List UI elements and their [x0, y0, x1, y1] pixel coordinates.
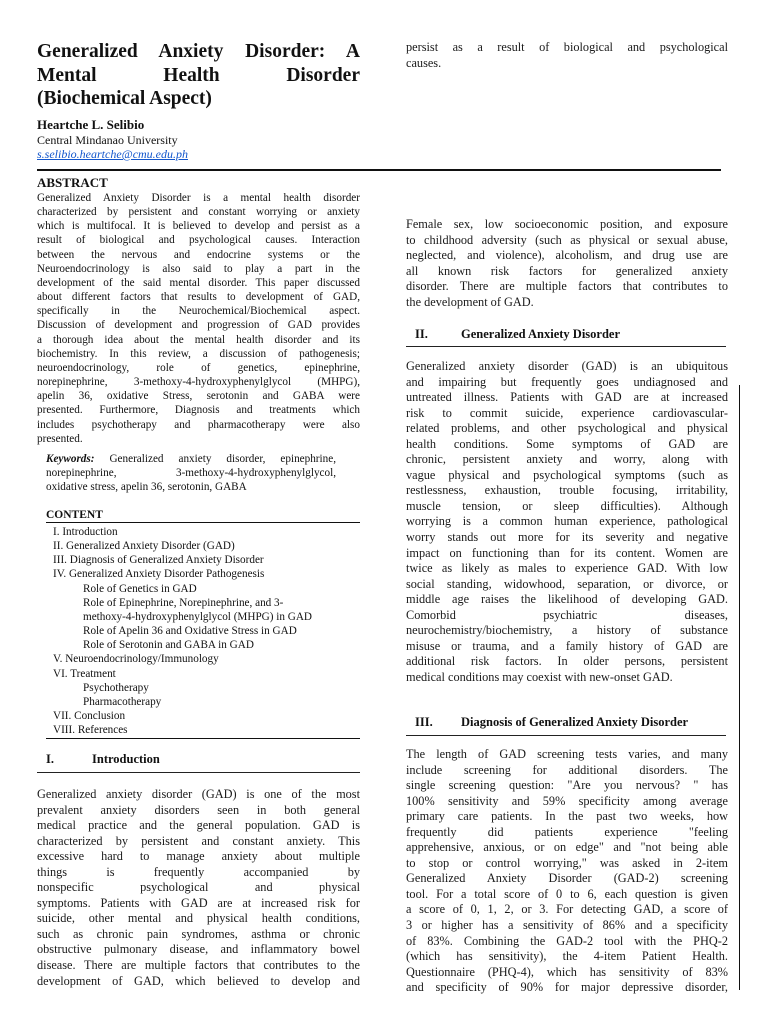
diagnosis-body [406, 747, 728, 996]
abstract-line: Discussion of development and progression of GAD provides [37, 319, 360, 332]
content-heading: CONTENT [46, 509, 103, 521]
body-line: untreated illness. Patients with GAD are at increased [406, 390, 728, 405]
body-line: characterized by persistent and constant anxiety. This [37, 833, 360, 848]
toc-item: VI. Treatment [53, 667, 116, 680]
margin-bar [739, 385, 740, 990]
body-line: all known risk factors for generalized anxiety [406, 263, 728, 278]
body-line: Generalized Anxiety Disorder (GAD-2) screening [406, 871, 728, 886]
keywords-line: norepinephrine, 3-methoxy-4-hydroxyphenylglycol, [46, 467, 336, 480]
introduction-body [37, 787, 360, 989]
abstract-body [37, 191, 360, 446]
abstract-line: apelin 36, oxidative Stress, serotonin and GABA were [37, 390, 360, 403]
body-line: the development of GAD. [406, 294, 534, 309]
body-line: worrying is a common human experience, pathological [406, 514, 728, 529]
content-divider [46, 738, 360, 739]
body-line: impact on functioning than for its content. Women are [406, 545, 728, 560]
body-line: chronic, persistent anxiety and worry, along with [406, 452, 728, 467]
body-line: disorder. There are multiple factors that contributes to [406, 279, 728, 294]
body-line: middle age raises the likelihood of developing GAD. [406, 592, 728, 607]
abstract-line: norepinephrine, 3-methoxy-4-hydroxyphenylglycol (MHPG), [37, 376, 360, 389]
section-title: Introduction [92, 752, 160, 766]
risk-factors-paragraph [406, 217, 728, 310]
continued-paragraph [406, 40, 728, 71]
body-line: things is frequently accompanied by [37, 864, 360, 879]
abstract-line: characterized by persistent and constant worrying or anxiety [37, 206, 360, 219]
body-line: single screening question: "Are you nervous? " has [406, 778, 728, 793]
body-line: twice as likely as males to experience GAD. With low [406, 561, 728, 576]
body-line: health conditions. Some symptoms of GAD are [406, 436, 728, 451]
body-line: symptoms. Patients with GAD are at increased risk for [37, 895, 360, 910]
body-line: a score of 0, 1, 2, or 3. For detecting GAD, a score of [406, 902, 728, 917]
section-title: Diagnosis of Generalized Anxiety Disorder [461, 715, 689, 729]
keywords-line: Generalized anxiety disorder, epinephrine, [109, 453, 336, 465]
abstract-line: development of the said mental disorder. This paper discussed [37, 276, 360, 289]
body-line: 3 or higher has a sensitivity of 86% and a specificity [406, 918, 728, 933]
body-line: neurochemistry/biochemistry, a history of substance [406, 623, 728, 638]
abstract-line: about different factors that results to development of GAD, [37, 291, 360, 304]
toc-item: IV. Generalized Anxiety Disorder Pathogenesis [53, 568, 265, 581]
toc-item: methoxy-4-hydroxyphenylglycol (MHPG) in GAD [83, 610, 313, 623]
body-line: Questionnaire (PHQ-4), which has sensitivity of 83% [406, 964, 728, 979]
toc-item: Role of Apelin 36 and Oxidative Stress in GAD [83, 625, 297, 638]
section-heading-diagnosis [415, 715, 688, 730]
toc-item: VIII. References [53, 724, 128, 737]
abstract-line: Neuroendocrinology is also said to play a part in the [37, 262, 360, 275]
abstract-line: Generalized Anxiety Disorder is a mental health disorder [37, 192, 360, 204]
abstract-line: between the nervous and endocrine systems or the [37, 248, 360, 261]
body-line: frequently did patients experience "feeling [406, 824, 728, 839]
body-line: to childhood adversity (such as physical or sexual abuse, [406, 232, 728, 247]
body-line: vague physical and psychological symptoms (such as [406, 467, 728, 482]
section-divider [406, 735, 726, 736]
body-line: to stop or control worrying," was asked in 2-item [406, 855, 728, 870]
body-line: such as chronic pain syndromes, asthma or chronic [37, 926, 360, 941]
body-line: muscle tension, or sleep difficulties). Although [406, 498, 728, 513]
section-title: Generalized Anxiety Disorder [461, 327, 620, 341]
body-line: nonspecific psychological and physical [37, 880, 360, 895]
gad-body [406, 359, 728, 685]
toc-item: Role of Serotonin and GABA in GAD [83, 639, 254, 652]
body-line: and specificity of 90% for major depressive disorder, [406, 980, 728, 995]
body-line: suicide, other mental and physical health conditions, [37, 911, 360, 926]
body-line: risk to commit suicide, experience cardiovascular- [406, 405, 728, 420]
body-line: misuse or trauma, and a family history of GAD are [406, 638, 728, 653]
body-line: and impairing but frequently goes undiagnosed and [406, 374, 728, 389]
body-line: apprehensive, anxious, or on edge" and "not being able [406, 840, 728, 855]
abstract-line: which is multifocal. It is believed to develop and persist as a [37, 220, 360, 233]
abstract-line: presented. Furthermore, Diagnosis and treatments which [37, 404, 360, 417]
toc-item: III. Diagnosis of Generalized Anxiety Disorder [53, 554, 264, 567]
section-number: I. [46, 752, 54, 766]
toc-item: Pharmacotherapy [83, 695, 162, 708]
title-line: (Biochemical Aspect) [37, 88, 212, 109]
section-heading-gad [415, 327, 620, 342]
body-line: medical conditions may coexist with new-onset GAD. [406, 669, 673, 684]
toc-item: Role of Genetics in GAD [83, 582, 197, 595]
toc-item: Role of Epinephrine, Norepinephrine, and 3- [83, 596, 284, 609]
body-line: causes. [406, 55, 442, 70]
body-line: disease. There are multiple factors that contributes to the [37, 958, 360, 973]
title-line: Mental Health Disorder [37, 64, 360, 86]
body-line: neglected, and violence), alcoholism, and drug use are [406, 248, 728, 263]
toc-item: Psychotherapy [83, 681, 149, 694]
abstract-line: neuroendocrinology, role of genetics, epinephrine, [37, 361, 360, 374]
section-divider [406, 346, 726, 347]
body-line: 100% sensitivity and 59% specificity among average [406, 793, 728, 808]
body-line: Comorbid psychiatric diseases, [406, 607, 728, 622]
body-line: medical practice and the general population. GAD is [37, 818, 360, 833]
toc-item: II. Generalized Anxiety Disorder (GAD) [53, 540, 235, 553]
section-heading-introduction [46, 752, 160, 767]
toc-item: I. Introduction [53, 526, 118, 538]
body-line: include screening for additional disorders. The [406, 762, 728, 777]
keywords-block [46, 452, 336, 495]
paper-title [37, 40, 360, 111]
abstract-line: includes psychotherapy and pharmacotherapy were also [37, 418, 360, 431]
body-line: restlessness, exhaustion, trouble focusing, irritability, [406, 483, 728, 498]
body-line: of 83%. Combining the GAD-2 tool with the PHQ-2 [406, 933, 728, 948]
body-line: obstructive pulmonary disease, and inflammatory bowel [37, 942, 360, 957]
body-line: related problems, and other psychological and physical [406, 421, 728, 436]
body-line: tool. For a total score of 0 to 6, each question is given [406, 886, 728, 901]
body-line: The length of GAD screening tests varies, and many [406, 747, 728, 761]
abstract-line: specifically in the Neurochemical/Biochemical aspect. [37, 305, 360, 318]
section-divider [37, 772, 360, 773]
body-line: social standing, widowhood, separation, or divorce, or [406, 576, 728, 591]
body-line: development of GAD, which believed to develop and [37, 973, 360, 988]
body-line: Female sex, low socioeconomic position, and exposure [406, 217, 728, 231]
body-line: primary care patients. In the past two weeks, how [406, 809, 728, 824]
body-line: additional risk factors. In older persons, persistent [406, 654, 728, 669]
body-line: Generalized anxiety disorder (GAD) is an ubiquitous [406, 359, 728, 373]
abstract-line: biochemistry. In this review, a discussion of pathogenesis; [37, 347, 360, 360]
body-line: excessive hard to manage anxiety about multiple [37, 849, 360, 864]
content-divider [46, 522, 360, 523]
author-email-link[interactable]: s.selibio.heartche@cmu.edu.ph [37, 147, 189, 161]
body-line: persist as a result of biological and psychological [406, 40, 728, 54]
body-line: Generalized anxiety disorder (GAD) is one of the most [37, 787, 360, 801]
abstract-line: presented. [37, 432, 83, 445]
title-line: Generalized Anxiety Disorder: A [37, 41, 360, 62]
abstract-heading: ABSTRACT [37, 175, 108, 190]
header-divider [37, 169, 721, 171]
keywords-line: oxidative stress, apelin 36, serotonin, GABA [46, 481, 247, 494]
author-affiliation: Central Mindanao University [37, 133, 178, 147]
toc-item: VII. Conclusion [53, 710, 126, 723]
author-name: Heartche L. Selibio [37, 117, 145, 132]
keywords-label: Keywords: [46, 453, 95, 465]
body-line: (which has sensitivity), the 4-item Patient Health. [406, 949, 728, 964]
table-of-contents [53, 525, 312, 737]
abstract-line: result of biological and psychological causes. Interaction [37, 234, 360, 247]
section-number: II. [415, 327, 428, 341]
section-number: III. [415, 715, 433, 729]
body-line: worry stands out more for its severity and negative [406, 530, 728, 545]
toc-item: V. Neuroendocrinology/Immunology [53, 653, 219, 666]
body-line: prevalent anxiety disorders seen in both general [37, 802, 360, 817]
abstract-line: a thorough idea about the mental health disorder and its [37, 333, 360, 346]
